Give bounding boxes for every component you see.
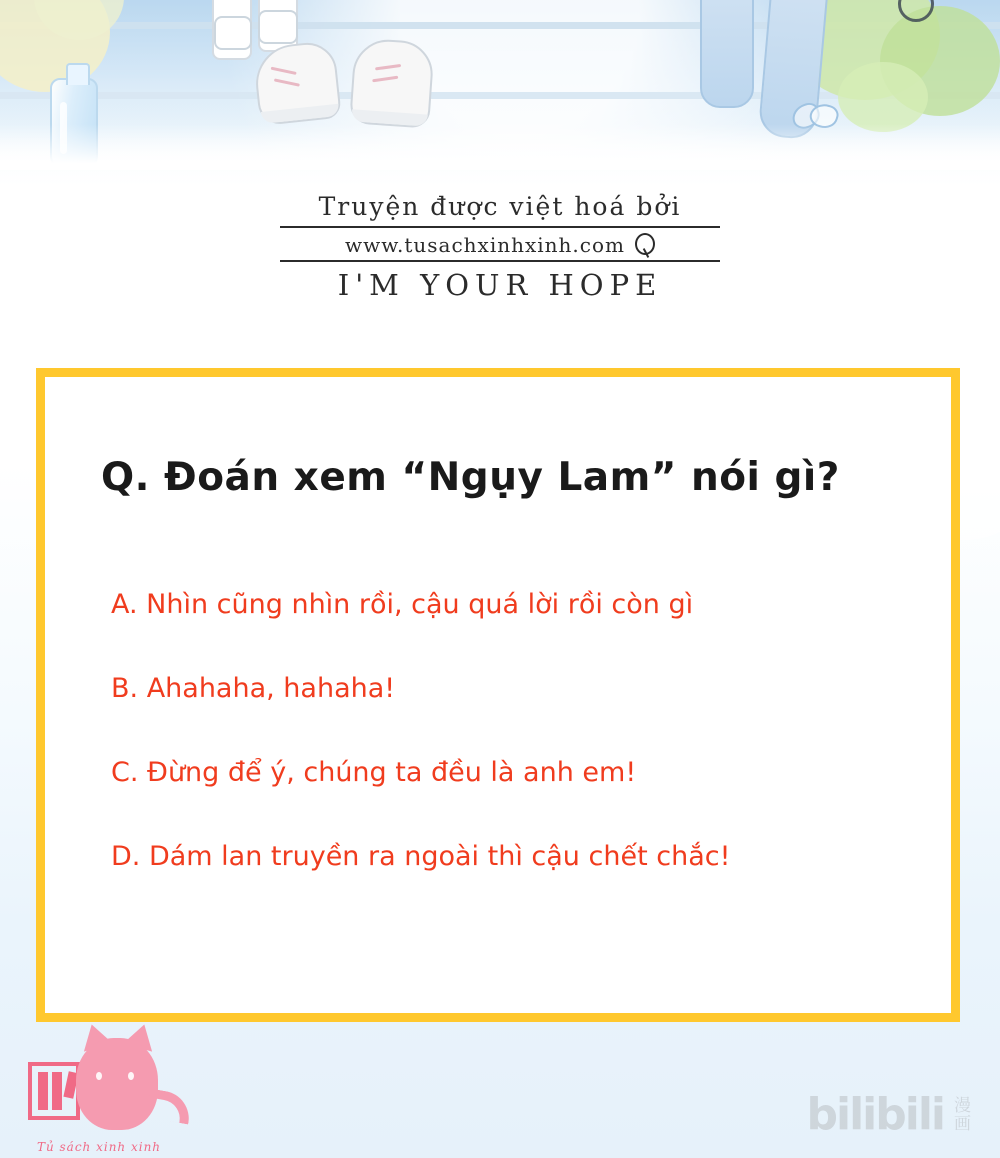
credit-divider-bottom [280,260,720,262]
watermark-cn-text: 漫画 [954,1096,971,1135]
cat-tail-icon [146,1088,193,1124]
logo-caption: Tủ sách xinh xinh [36,1140,162,1154]
comic-top-panel [0,0,1000,170]
credit-site-row [280,232,720,258]
shoelace [271,67,297,75]
tu-sach-xinh-xinh-logo [22,1020,172,1152]
watermark-text: bilibili [806,1089,944,1140]
question-text: Q. Đoán xem “Ngụy Lam” nói gì? [101,455,840,500]
credit-website: www.tusachxinhxinh.com [345,233,625,257]
shoelace [375,64,401,71]
cat-eye-icon [128,1072,134,1080]
panel-fade [0,124,1000,170]
cat-eye-icon [96,1072,102,1080]
answer-option-a: A. Nhìn cũng nhìn rồi, cậu quá lời rồi còn gì [111,589,694,620]
foliage-blob [838,62,928,132]
translation-credit [280,192,720,302]
book-icon [28,1062,80,1120]
jeans-leg-left [700,0,754,108]
question-card [36,368,960,1022]
shoelace [274,78,300,86]
credit-divider-top [280,226,720,228]
answer-option-b: B. Ahahaha, hahaha! [111,673,396,704]
answer-list [111,589,911,925]
bilibili-watermark [807,1089,976,1140]
credit-line: Truyện được việt hoá bởi [318,192,682,221]
search-icon [633,232,655,258]
answer-option-d: D. Dám lan truyền ra ngoài thì cậu chết chắc! [111,841,731,872]
sneaker-right [349,37,435,128]
credit-brand: I'M YOUR HOPE [337,268,663,302]
sock-right [258,10,298,44]
shoelace [372,76,398,83]
sock-left [214,16,252,50]
answer-option-c: C. Đừng để ý, chúng ta đều là anh em! [111,757,637,788]
